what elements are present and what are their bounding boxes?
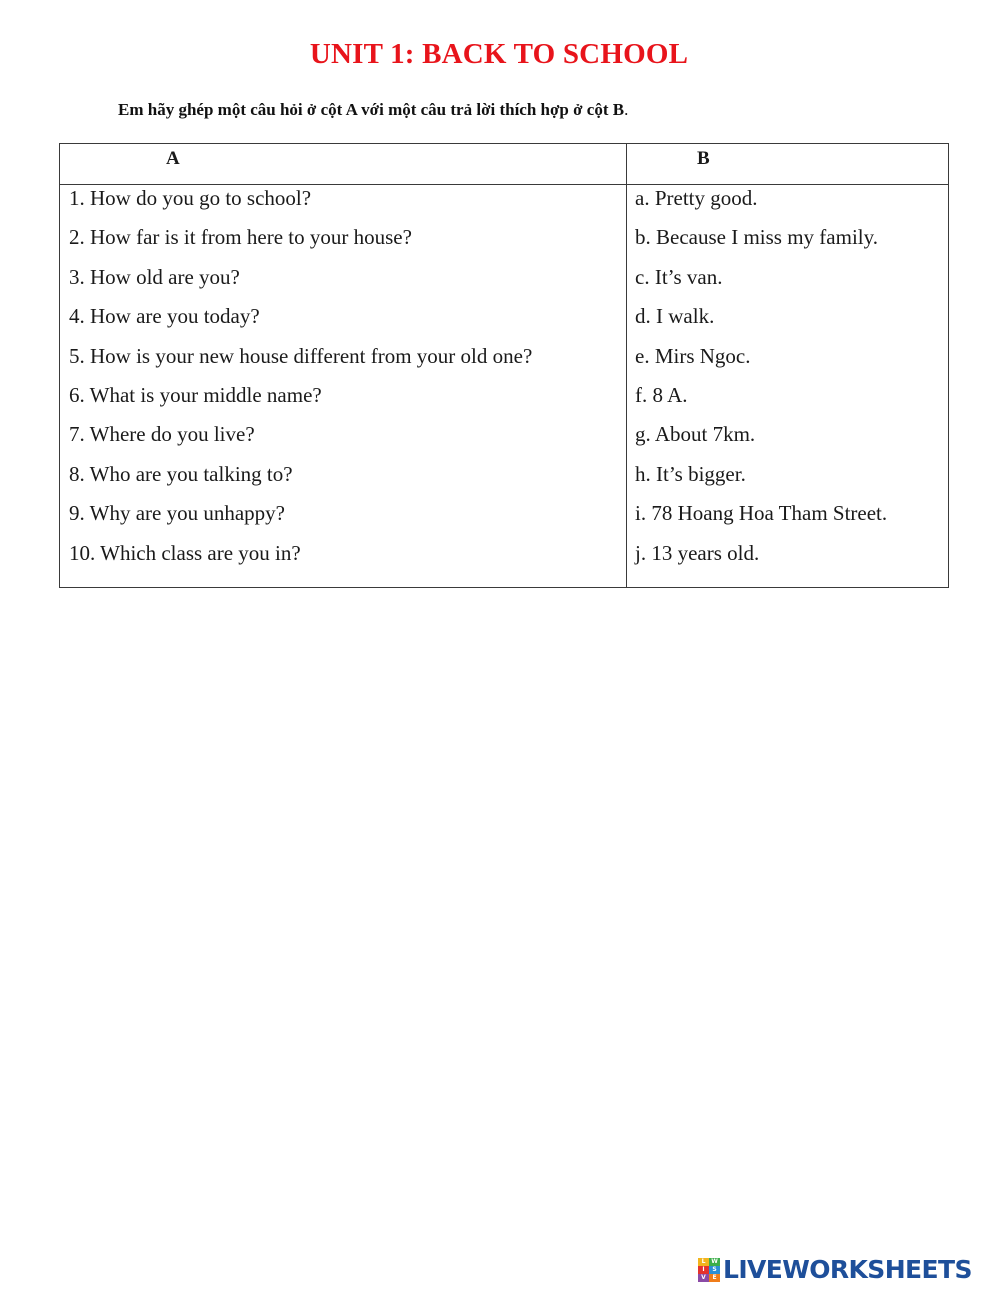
logo-tile: L: [698, 1258, 709, 1266]
instruction-main: Em hãy ghép một câu hỏi ở cột A với một câu trả lời thích hợp ở cột B: [118, 100, 625, 119]
answer-item: h. It’s bigger.: [635, 461, 746, 486]
question-item: 3. How old are you?: [69, 264, 240, 289]
question-item: 6. What is your middle name?: [69, 382, 322, 407]
logo-tile: E: [709, 1274, 720, 1282]
liveworksheets-logo-icon: [698, 1258, 720, 1282]
column-b: [627, 185, 948, 587]
question-item: 1. How do you go to school?: [69, 186, 312, 210]
question-item: 2. How far is it from here to your house?: [69, 225, 412, 250]
brand-name: LIVEWORKSHEETS: [723, 1255, 972, 1284]
answer-item: i. 78 Hoang Hoa Tham Street.: [635, 501, 888, 526]
question-item: 9. Why are you unhappy?: [69, 501, 285, 526]
answer-item: j. 13 years old.: [635, 540, 760, 565]
logo-tile: V: [698, 1274, 709, 1282]
page-title: UNIT 1: BACK TO SCHOOL: [309, 38, 689, 70]
table-header-row: [60, 144, 948, 185]
matching-table: [59, 143, 949, 588]
question-item: 7. Where do you live?: [69, 422, 255, 447]
question-item: 10. Which class are you in?: [69, 540, 301, 565]
answer-item: a. Pretty good.: [635, 186, 758, 210]
question-item: 4. How are you today?: [69, 304, 260, 329]
table-body: [60, 185, 948, 587]
answer-item: e. Mirs Ngoc.: [635, 343, 751, 368]
answer-item: f. 8 A.: [635, 382, 688, 407]
instruction-text: [118, 100, 628, 120]
column-b-header: B: [697, 148, 710, 169]
answer-item: b. Because I miss my family.: [635, 225, 879, 250]
instruction-period: .: [624, 100, 629, 119]
answer-item: d. I walk.: [635, 304, 715, 329]
question-item: 5. How is your new house different from your old one?: [69, 343, 533, 368]
liveworksheets-logo: [698, 1255, 972, 1284]
answer-item: g. About 7km.: [635, 422, 756, 447]
logo-tile: I: [698, 1266, 709, 1274]
answer-item: c. It’s van.: [635, 264, 723, 289]
column-a-header: A: [60, 144, 627, 184]
column-a: [60, 185, 627, 587]
question-item: 8. Who are you talking to?: [69, 461, 293, 486]
logo-tile: S: [709, 1266, 720, 1274]
logo-tile: W: [709, 1258, 720, 1266]
